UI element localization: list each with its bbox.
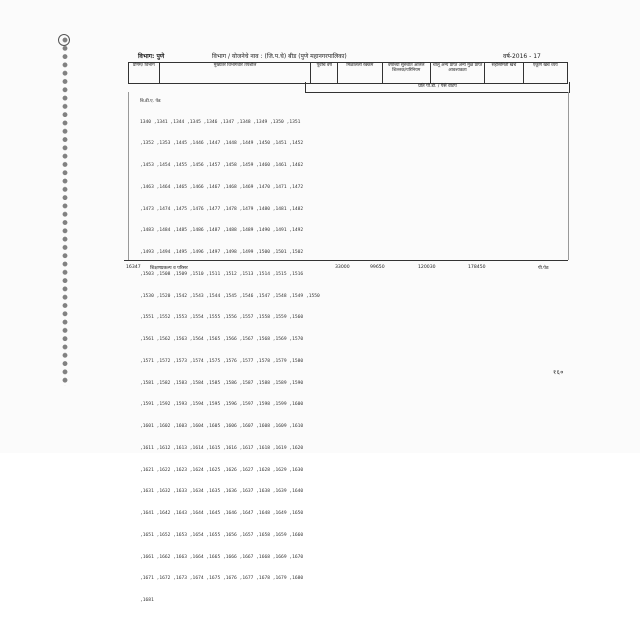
total-separator — [124, 260, 568, 261]
number-row: ,1581 ,1582 ,1583 ,1584 ,1585 ,1586 ,1587 ,1588 ,1589 ,1590 — [140, 380, 304, 386]
col-4: मिळालेली रक्कम — [338, 63, 382, 84]
number-row: ,1681 — [140, 598, 154, 603]
number-row: ,1631 ,1632 ,1633 ,1634 ,1635 ,1636 ,1637 ,1638 ,1639 ,1640 — [140, 489, 304, 495]
number-row: ,1621 ,1622 ,1623 ,1624 ,1625 ,1626 ,1627 ,1628 ,1629 ,1630 — [140, 467, 304, 473]
header-table — [128, 62, 568, 84]
binder-holes-decoration — [58, 36, 72, 386]
col-5: वर्षाच्या सुरुवात आलेले शिल्लक/परिनियम — [382, 63, 430, 84]
number-row: ,1661 ,1662 ,1663 ,1664 ,1665 ,1666 ,1667 ,1668 ,1669 ,1670 — [140, 554, 304, 560]
page-number: १६० — [553, 369, 564, 376]
col-3: पूर्वीचे वर्ष — [311, 63, 338, 84]
number-row: ,1493 ,1494 ,1495 ,1496 ,1497 ,1498 ,1499 ,1500 ,1501 ,1502 — [140, 250, 304, 255]
number-row: ,1352 ,1353 ,1445 ,1446 ,1447 ,1448 ,1449 ,1450 ,1451 ,1452 — [140, 141, 304, 147]
number-row: ,1571 ,1572 ,1573 ,1574 ,1575 ,1576 ,1577 ,1578 ,1579 ,1580 — [140, 358, 304, 364]
total-value-1: 33000 — [335, 265, 350, 270]
project-label: बि.डी.ए. पेड — [140, 99, 161, 104]
total-value-4: 178450 — [468, 265, 486, 270]
number-row: 1340 ,1341 ,1344 ,1345 ,1346 ,1347 ,1348 ,1349 ,1350 ,1351 — [140, 119, 301, 125]
department-label: विभाग: पुणे — [138, 53, 165, 60]
scheme-title: विभाग / योजनेचे नाव : (जि.प.चे) बीड (पुणे महानगरपालिका) — [212, 53, 347, 60]
column-divider — [128, 92, 129, 260]
total-note: पी.पेठ — [538, 266, 549, 271]
number-row: ,1591 ,1592 ,1593 ,1594 ,1595 ,1596 ,1597 ,1598 ,1599 ,1600 — [140, 402, 304, 408]
total-code: 16347 — [126, 265, 141, 270]
col-description: मुख्यतर विभागवार तपशील — [159, 63, 311, 84]
total-value-2: 99650 — [370, 265, 385, 270]
number-list — [140, 104, 340, 619]
year-label: वर्ष-2016 - 17 — [503, 53, 541, 60]
number-row: ,1530 ,1520 ,1542 ,1543 ,1544 ,1545 ,1546 ,1547 ,1548 ,1549 ,1550 — [140, 293, 320, 299]
number-row: ,1483 ,1484 ,1485 ,1486 ,1487 ,1488 ,1489 ,1490 ,1491 ,1492 — [140, 228, 304, 234]
number-row: ,1473 ,1474 ,1475 ,1476 ,1477 ,1478 ,1479 ,1480 ,1481 ,1482 — [140, 206, 304, 212]
number-row: ,1551 ,1552 ,1553 ,1554 ,1555 ,1556 ,1557 ,1558 ,1559 ,1560 — [140, 315, 304, 321]
number-row: ,1503 ,1508 ,1509 ,1510 ,1511 ,1512 ,1513 ,1514 ,1515 ,1516 — [140, 271, 304, 277]
number-row: ,1651 ,1652 ,1653 ,1654 ,1655 ,1656 ,1657 ,1658 ,1659 ,1660 — [140, 532, 304, 538]
number-row: ,1453 ,1454 ,1455 ,1456 ,1457 ,1458 ,1459 ,1460 ,1461 ,1462 — [140, 163, 304, 168]
number-row: ,1561 ,1562 ,1563 ,1564 ,1565 ,1566 ,1567 ,1568 ,1569 ,1570 — [140, 337, 304, 342]
number-row: ,1601 ,1602 ,1603 ,1604 ,1605 ,1606 ,1607 ,1608 ,1609 ,1610 — [140, 424, 304, 429]
col-serial: प्रोगम/ विभाग — [129, 63, 160, 84]
number-row: ,1641 ,1642 ,1643 ,1644 ,1645 ,1646 ,1647 ,1648 ,1649 ,1650 — [140, 511, 304, 516]
sub-header: प्रति पी.डी. / पैसे वाटप — [305, 82, 570, 93]
number-row: ,1611 ,1612 ,1613 ,1614 ,1615 ,1616 ,1617 ,1618 ,1619 ,1620 — [140, 445, 304, 451]
number-row: ,1463 ,1464 ,1465 ,1466 ,1467 ,1468 ,1469 ,1470 ,1471 ,1472 — [140, 184, 304, 190]
total-value-3: 120030 — [418, 265, 436, 270]
number-row: ,1671 ,1672 ,1673 ,1674 ,1675 ,1676 ,1677 ,1678 ,1679 ,1680 — [140, 576, 304, 582]
total-label: शिक्षणप्रकल्प व परिसर — [150, 266, 188, 271]
col-8: एकूण खर्च व्यय — [523, 63, 567, 84]
binder-ring-icon — [58, 34, 70, 46]
column-divider — [568, 92, 569, 260]
col-7: सहीसमिती खर्च — [485, 63, 524, 84]
col-6: चालू अन्य प्राप्त अन्य मुळ प्राप्त आवश्यकता — [430, 63, 484, 84]
